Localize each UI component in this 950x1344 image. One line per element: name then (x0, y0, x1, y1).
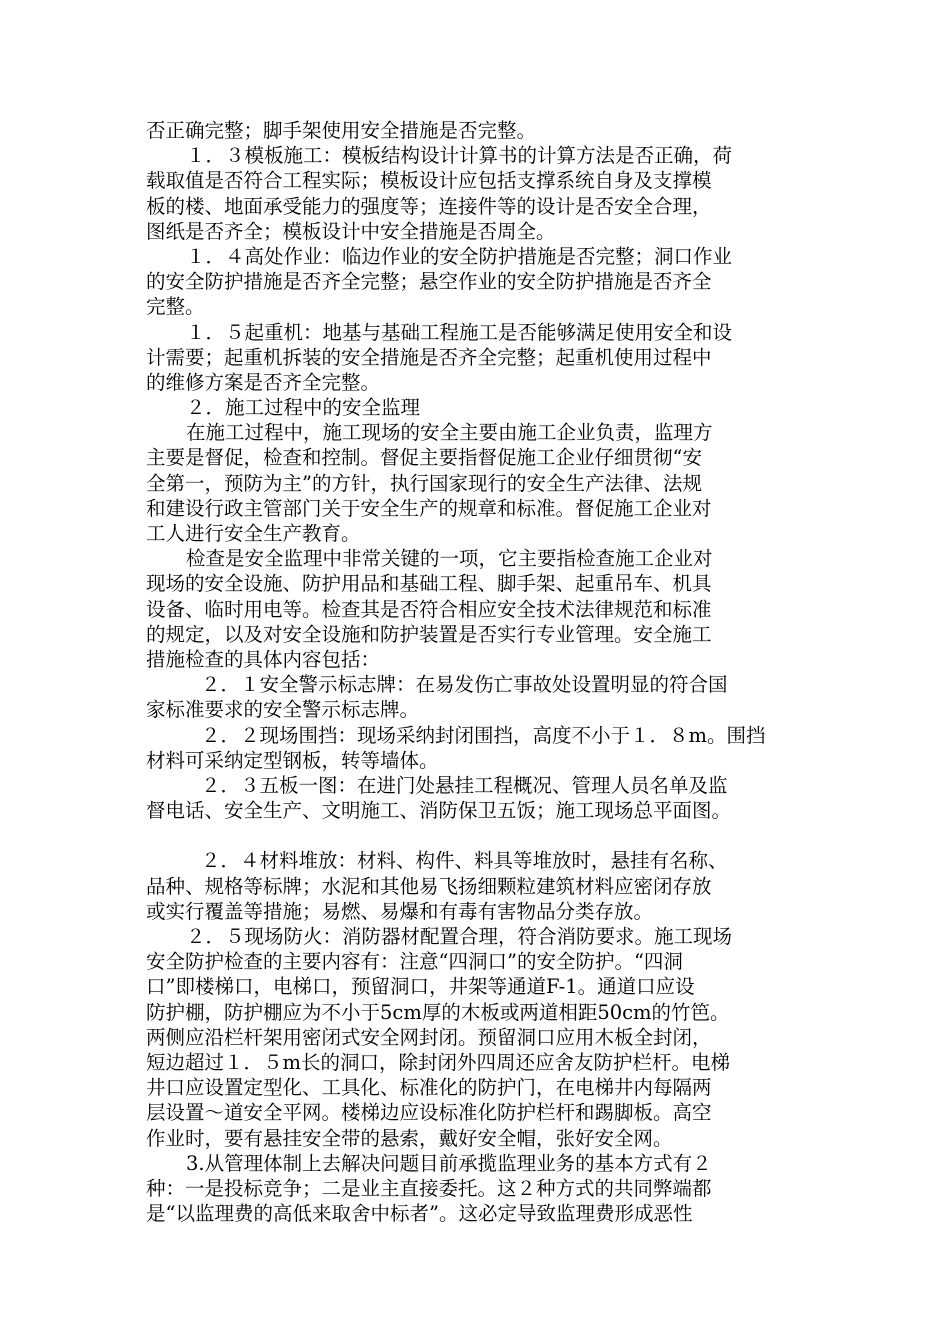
text-line: 现场的安全设施、防护用品和基础工程、脚手架、起重吊车、机具 (146, 572, 712, 596)
text-line: ２．４材料堆放：材料、构件、料具等堆放时，悬挂有名称、 (201, 849, 728, 873)
text-line: 是“以监理费的高低来取舍中标者”。这必定导致监理费形成恶性 (146, 1202, 693, 1226)
text-line: 口”即楼梯口，电梯口，预留洞口，井架等通道F-1。通道口应设 (146, 975, 695, 999)
document-page (146, 118, 810, 1226)
text-line: 材料可采纳定型钢板，转等墙体。 (146, 748, 439, 772)
text-line: 计需要；起重机拆装的安全措施是否齐全完整；起重机使用过程中 (146, 345, 712, 369)
text-line: 图纸是否齐全；模板设计中安全措施是否周全。 (146, 219, 556, 243)
text-line: 安全防护检查的主要内容有：注意“四洞口”的安全防护。“四洞 (146, 950, 683, 974)
text-line: 的规定，以及对安全设施和防护装置是否实行专业管理。安全施工 (146, 622, 712, 646)
text-line: 防护棚，防护棚应为不小于5cm厚的木板或两道相距50cm的竹笆。 (146, 1000, 730, 1024)
text-line: 督电话、安全生产、文明施工、消防保卫五饭；施工现场总平面图。 (146, 799, 732, 823)
text-line: ２．５现场防火：消防器材配置合理，符合消防要求。施工现场 (186, 925, 733, 948)
text-line: 作业时，要有悬挂安全带的悬索，戴好安全帽，张好安全网。 (146, 1126, 673, 1150)
text-line: 品种、规格等标牌；水泥和其他易飞扬细颗粒建筑材料应密闭存放 (146, 874, 712, 898)
text-line: 两侧应沿栏杆架用密闭式安全网封闭。预留洞口应用木板全封闭， (146, 1025, 712, 1049)
blank-line (146, 823, 810, 848)
text-line: 设备、临时用电等。检查其是否符合相应安全技术法律规范和标准 (146, 597, 712, 621)
text-line: 全第一，预防为主”的方针，执行国家现行的安全生产法律、法规 (146, 471, 702, 495)
text-line: １．４高处作业：临边作业的安全防护措施是否完整；洞口作业 (186, 244, 733, 268)
text-line: 层设置～道安全平网。楼梯边应设标准化防护栏杆和踢脚板。高空 (146, 1101, 712, 1125)
text-line: 载取值是否符合工程实际；模板设计应包括支撑系统自身及支撑模 (146, 169, 712, 193)
text-line: 井口应设置定型化、工具化、标准化的防护门，在电梯井内每隔两 (146, 1076, 712, 1100)
text-line: ２．施工过程中的安全监理 (186, 396, 421, 420)
text-line: ２．３五板一图：在进门处悬挂工程概况、管理人员名单及监 (201, 773, 728, 797)
text-line: 和建设行政主管部门关于安全生产的规章和标准。督促施工企业对 (146, 496, 712, 520)
text-line: 检查是安全监理中非常关键的一项，它主要指检查施工企业对 (186, 547, 713, 571)
text-line: １．３模板施工：模板结构设计计算书的计算方法是否正确，荷 (186, 144, 733, 168)
text-line: 的安全防护措施是否齐全完整；悬空作业的安全防护措施是否齐全 (146, 270, 712, 294)
text-line: 3.从管理体制上去解决问题目前承揽监理业务的基本方式有２ (186, 1151, 712, 1175)
text-line: 否正确完整；脚手架使用安全措施是否完整。 (146, 119, 537, 142)
text-line: ２．１安全警示标志牌：在易发伤亡事故处设置明显的符合国 (201, 673, 728, 697)
text-line: 主要是督促，检查和控制。督促主要指督促施工企业仔细贯彻“安 (146, 446, 702, 470)
text-line: 在施工过程中，施工现场的安全主要由施工企业负责，监理方 (186, 421, 713, 445)
text-line: 的维修方案是否齐全完整。 (146, 370, 381, 394)
text-line: ２．２现场围挡：现场采纳封闭围挡，高度不小于１．８m。围挡 (201, 723, 766, 747)
text-line: 工人进行安全生产教育。 (146, 522, 361, 545)
text-line: １．５起重机：地基与基础工程施工是否能够满足使用安全和设 (186, 320, 733, 344)
text-line: 种：一是投标竞争；二是业主直接委托。这２种方式的共同弊端都 (146, 1176, 712, 1200)
text-line: 或实行覆盖等措施；易燃、易爆和有毒有害物品分类存放。 (146, 899, 654, 923)
text-line: 措施检查的具体内容包括： (146, 647, 381, 671)
text-line: 家标准要求的安全警示标志牌。 (146, 698, 420, 722)
text-line: 板的楼、地面承受能力的强度等；连接件等的设计是否安全合理， (146, 194, 712, 218)
text-line: 完整。 (146, 295, 205, 319)
text-line: 短边超过１．５m长的洞口，除封闭外四周还应舍友防护栏杆。电梯 (146, 1050, 730, 1074)
